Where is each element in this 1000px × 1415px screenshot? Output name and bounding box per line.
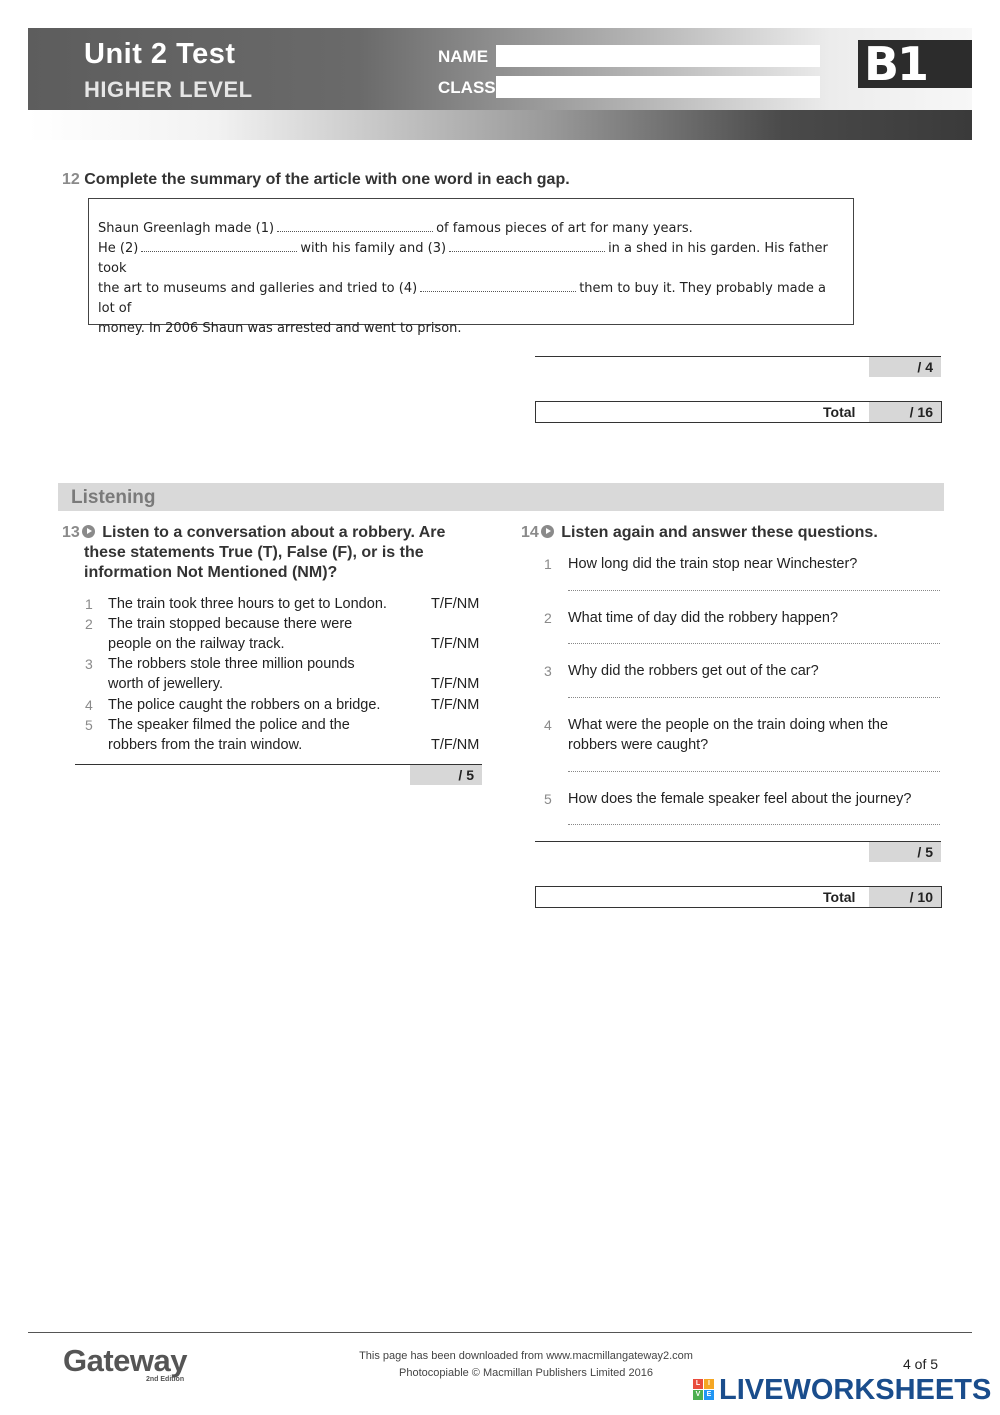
statement-text: The speaker filmed the police and the bbox=[108, 717, 350, 733]
statement-text: The train took three hours to get to London. bbox=[108, 596, 387, 612]
tfnm-choice[interactable]: T/F/NM bbox=[431, 697, 480, 713]
statement-text: robbers from the train window. bbox=[108, 737, 303, 753]
ex13-instruction-line1: Listen to a conversation about a robbery. Are bbox=[102, 524, 446, 541]
ex12-number: 12 bbox=[62, 171, 80, 188]
ex14-instruction: Listen again and answer these questions. bbox=[561, 524, 878, 541]
statement-text: worth of jewellery. bbox=[108, 676, 223, 692]
ex12-total-label: Total bbox=[823, 404, 856, 420]
statement-number: 4 bbox=[85, 697, 93, 713]
level-title: HIGHER LEVEL bbox=[84, 77, 253, 102]
name-field[interactable] bbox=[496, 45, 820, 67]
summary-text: them to buy it. They probably made a lot of bbox=[98, 281, 826, 316]
lw-tile: E bbox=[704, 1390, 714, 1400]
tfnm-choice[interactable]: T/F/NM bbox=[431, 636, 480, 652]
listening-section-title: Listening bbox=[71, 487, 156, 508]
ex13-number: 13 bbox=[62, 524, 80, 541]
footer-download-note: This page has been downloaded from www.macmillangateway2.com bbox=[359, 1350, 693, 1362]
footer-copyright: Photocopiable © Macmillan Publishers Limited 2016 bbox=[399, 1367, 653, 1379]
tfnm-choice[interactable]: T/F/NM bbox=[431, 596, 480, 612]
ex12-total-score: / 16 bbox=[869, 402, 941, 422]
summary-text: of famous pieces of art for many years. bbox=[436, 221, 693, 236]
ex12-score: / 4 bbox=[869, 357, 941, 377]
lw-tile: V bbox=[693, 1390, 703, 1400]
statement-number: 2 bbox=[85, 616, 93, 632]
question-number: 3 bbox=[544, 663, 552, 679]
name-label: NAME bbox=[438, 47, 489, 66]
question-text: robbers were caught? bbox=[568, 737, 709, 753]
ex14-total-label: Total bbox=[823, 889, 856, 905]
question-text: What were the people on the train doing when the bbox=[568, 717, 889, 733]
summary-line-4 bbox=[98, 319, 844, 339]
class-label: CLASS bbox=[438, 78, 496, 97]
class-field[interactable] bbox=[496, 76, 820, 98]
ex12-instruction: Complete the summary of the article with one word in each gap. bbox=[84, 171, 570, 188]
summary-text: the art to museums and galleries and tried to (4) bbox=[98, 281, 418, 296]
summary-box bbox=[88, 198, 854, 336]
header-strip bbox=[28, 110, 972, 140]
statement-text: The police caught the robbers on a bridge. bbox=[108, 697, 381, 713]
gap-2-input[interactable] bbox=[141, 240, 297, 252]
ex12-heading bbox=[62, 171, 570, 189]
lw-tile: I bbox=[704, 1379, 714, 1389]
answer-2-input[interactable] bbox=[568, 643, 940, 644]
question-text: Why did the robbers get out of the car? bbox=[568, 663, 819, 679]
summary-text: in a shed in his garden. His father took bbox=[98, 241, 828, 276]
answer-1-input[interactable] bbox=[568, 590, 940, 591]
page-number: 4 of 5 bbox=[903, 1356, 939, 1372]
statement-text: people on the railway track. bbox=[108, 636, 285, 652]
summary-line-3 bbox=[98, 279, 844, 319]
statement-number: 1 bbox=[85, 596, 93, 612]
level-badge: B1 bbox=[858, 40, 972, 88]
question-number: 4 bbox=[544, 717, 552, 733]
summary-text: Shaun Greenlagh made (1) bbox=[98, 221, 275, 236]
question-text: What time of day did the robbery happen? bbox=[568, 610, 839, 626]
gap-1-input[interactable] bbox=[277, 220, 433, 232]
tfnm-choice[interactable]: T/F/NM bbox=[431, 737, 480, 753]
summary-text: money. In 2006 Shaun was arrested and went to prison. bbox=[98, 321, 462, 336]
ex13-score: / 5 bbox=[410, 765, 482, 785]
question-number: 2 bbox=[544, 610, 552, 626]
liveworksheets-logo-icon bbox=[693, 1375, 717, 1405]
unit-title: Unit 2 Test bbox=[84, 38, 236, 70]
statement-number: 3 bbox=[85, 656, 93, 672]
summary-line-1 bbox=[98, 219, 844, 239]
statement-text: The train stopped because there were bbox=[108, 616, 353, 632]
summary-text: with his family and (3) bbox=[300, 241, 447, 256]
gap-3-input[interactable] bbox=[449, 240, 605, 252]
gateway-logo: Gateway bbox=[63, 1343, 188, 1378]
question-number: 5 bbox=[544, 791, 552, 807]
question-text: How long did the train stop near Winchester? bbox=[568, 556, 858, 572]
gateway-edition: 2nd Edition bbox=[146, 1376, 185, 1383]
summary-text: He (2) bbox=[98, 241, 139, 256]
tfnm-choice[interactable]: T/F/NM bbox=[431, 676, 480, 692]
question-number: 1 bbox=[544, 556, 552, 572]
ex13-instruction-line3: information Not Mentioned (NM)? bbox=[84, 564, 338, 581]
statement-text: The robbers stole three million pounds bbox=[108, 656, 355, 672]
statement-number: 5 bbox=[85, 717, 93, 733]
liveworksheets-watermark: LIVEWORKSHEETS bbox=[719, 1374, 992, 1406]
question-text: How does the female speaker feel about the journey? bbox=[568, 791, 912, 807]
ex14-heading bbox=[521, 523, 878, 543]
ex13-heading bbox=[62, 523, 482, 583]
listening-section-bar bbox=[58, 483, 944, 511]
answer-4-input[interactable] bbox=[568, 771, 940, 772]
ex14-score: / 5 bbox=[869, 842, 941, 862]
answer-5-input[interactable] bbox=[568, 824, 940, 825]
ex14-number: 14 bbox=[521, 524, 539, 541]
gap-4-input[interactable] bbox=[420, 280, 576, 292]
lw-tile: L bbox=[693, 1379, 703, 1389]
play-audio-icon[interactable] bbox=[541, 525, 554, 538]
ex13-instruction-line2: these statements True (T), False (F), or is the bbox=[84, 544, 424, 561]
answer-3-input[interactable] bbox=[568, 697, 940, 698]
ex14-total-score: / 10 bbox=[869, 887, 941, 907]
summary-line-2 bbox=[98, 239, 844, 279]
footer-rule bbox=[28, 1332, 972, 1333]
play-audio-icon[interactable] bbox=[82, 525, 95, 538]
